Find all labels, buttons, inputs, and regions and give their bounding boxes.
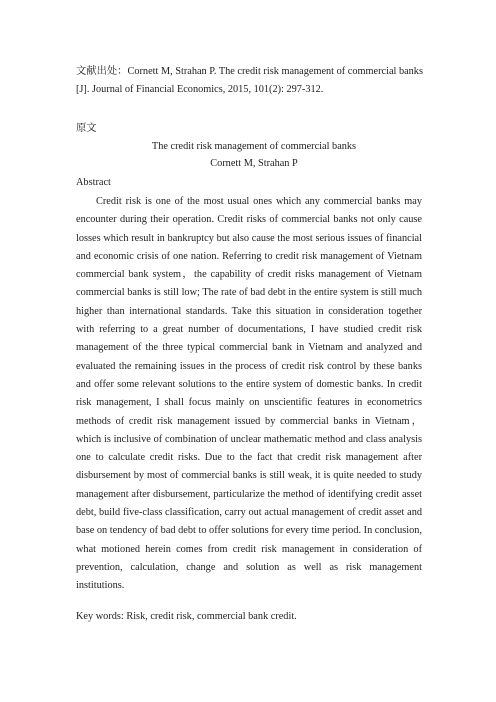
paper-title: The credit risk management of commercial banks xyxy=(151,141,357,152)
keywords-line: Key words: Risk, credit risk, commercial bank credit. xyxy=(76,611,297,622)
original-text-label: 原文 xyxy=(76,123,97,134)
paper-authors: Cornett M, Strahan P xyxy=(210,158,298,169)
abstract-heading: Abstract xyxy=(76,177,111,188)
source-citation: 文献出处：Cornett M, Strahan P. The credit risk management of commercial banks [J]. Journal of Financial Economics, 2015, 101(2): 297-312. xyxy=(76,66,423,96)
abstract-body: Credit risk is one of the most usual ones which any commercial banks may encounter during their operation. Credit risks of commercial banks not only cause losses which result in bankruptcy but also cause the most serious issues of financial and economic crisis of one nation. Referring to credit risk management of Vietnam commercial bank system，the capability of credit risks management of Vietnam commercial banks is still low; The rate of bad debt in the entire system is still much higher than international standards. Take this situation in consideration together with referring to a great number of documentations, I have studied credit risk management of the three typical commercial bank in Vietnam and analyzed and evaluated the remaining issues in the process of credit risk control by these banks and offer some relevant solutions to the entire system of domestic banks. In credit risk management, I shall focus mainly on unscientific features in econometrics methods of credit risk management issued by commercial banks in Vietnam，which is inclusive of combination of unclear mathematic method and class analysis one to calculate credit risks. Due to the fact that credit risk management after disbursement by most of commercial banks is still weak, it is quite needed to study management after disbursement, particularize the method of identifying credit asset debt, build five-class classification, carry out actual management of credit asset and base on tendency of bad debt to offer solutions for every time period. In conclusion, what motioned herein comes from credit risk management in consideration of prevention, calculation, change and solution as well as risk management institutions. xyxy=(76,196,422,592)
